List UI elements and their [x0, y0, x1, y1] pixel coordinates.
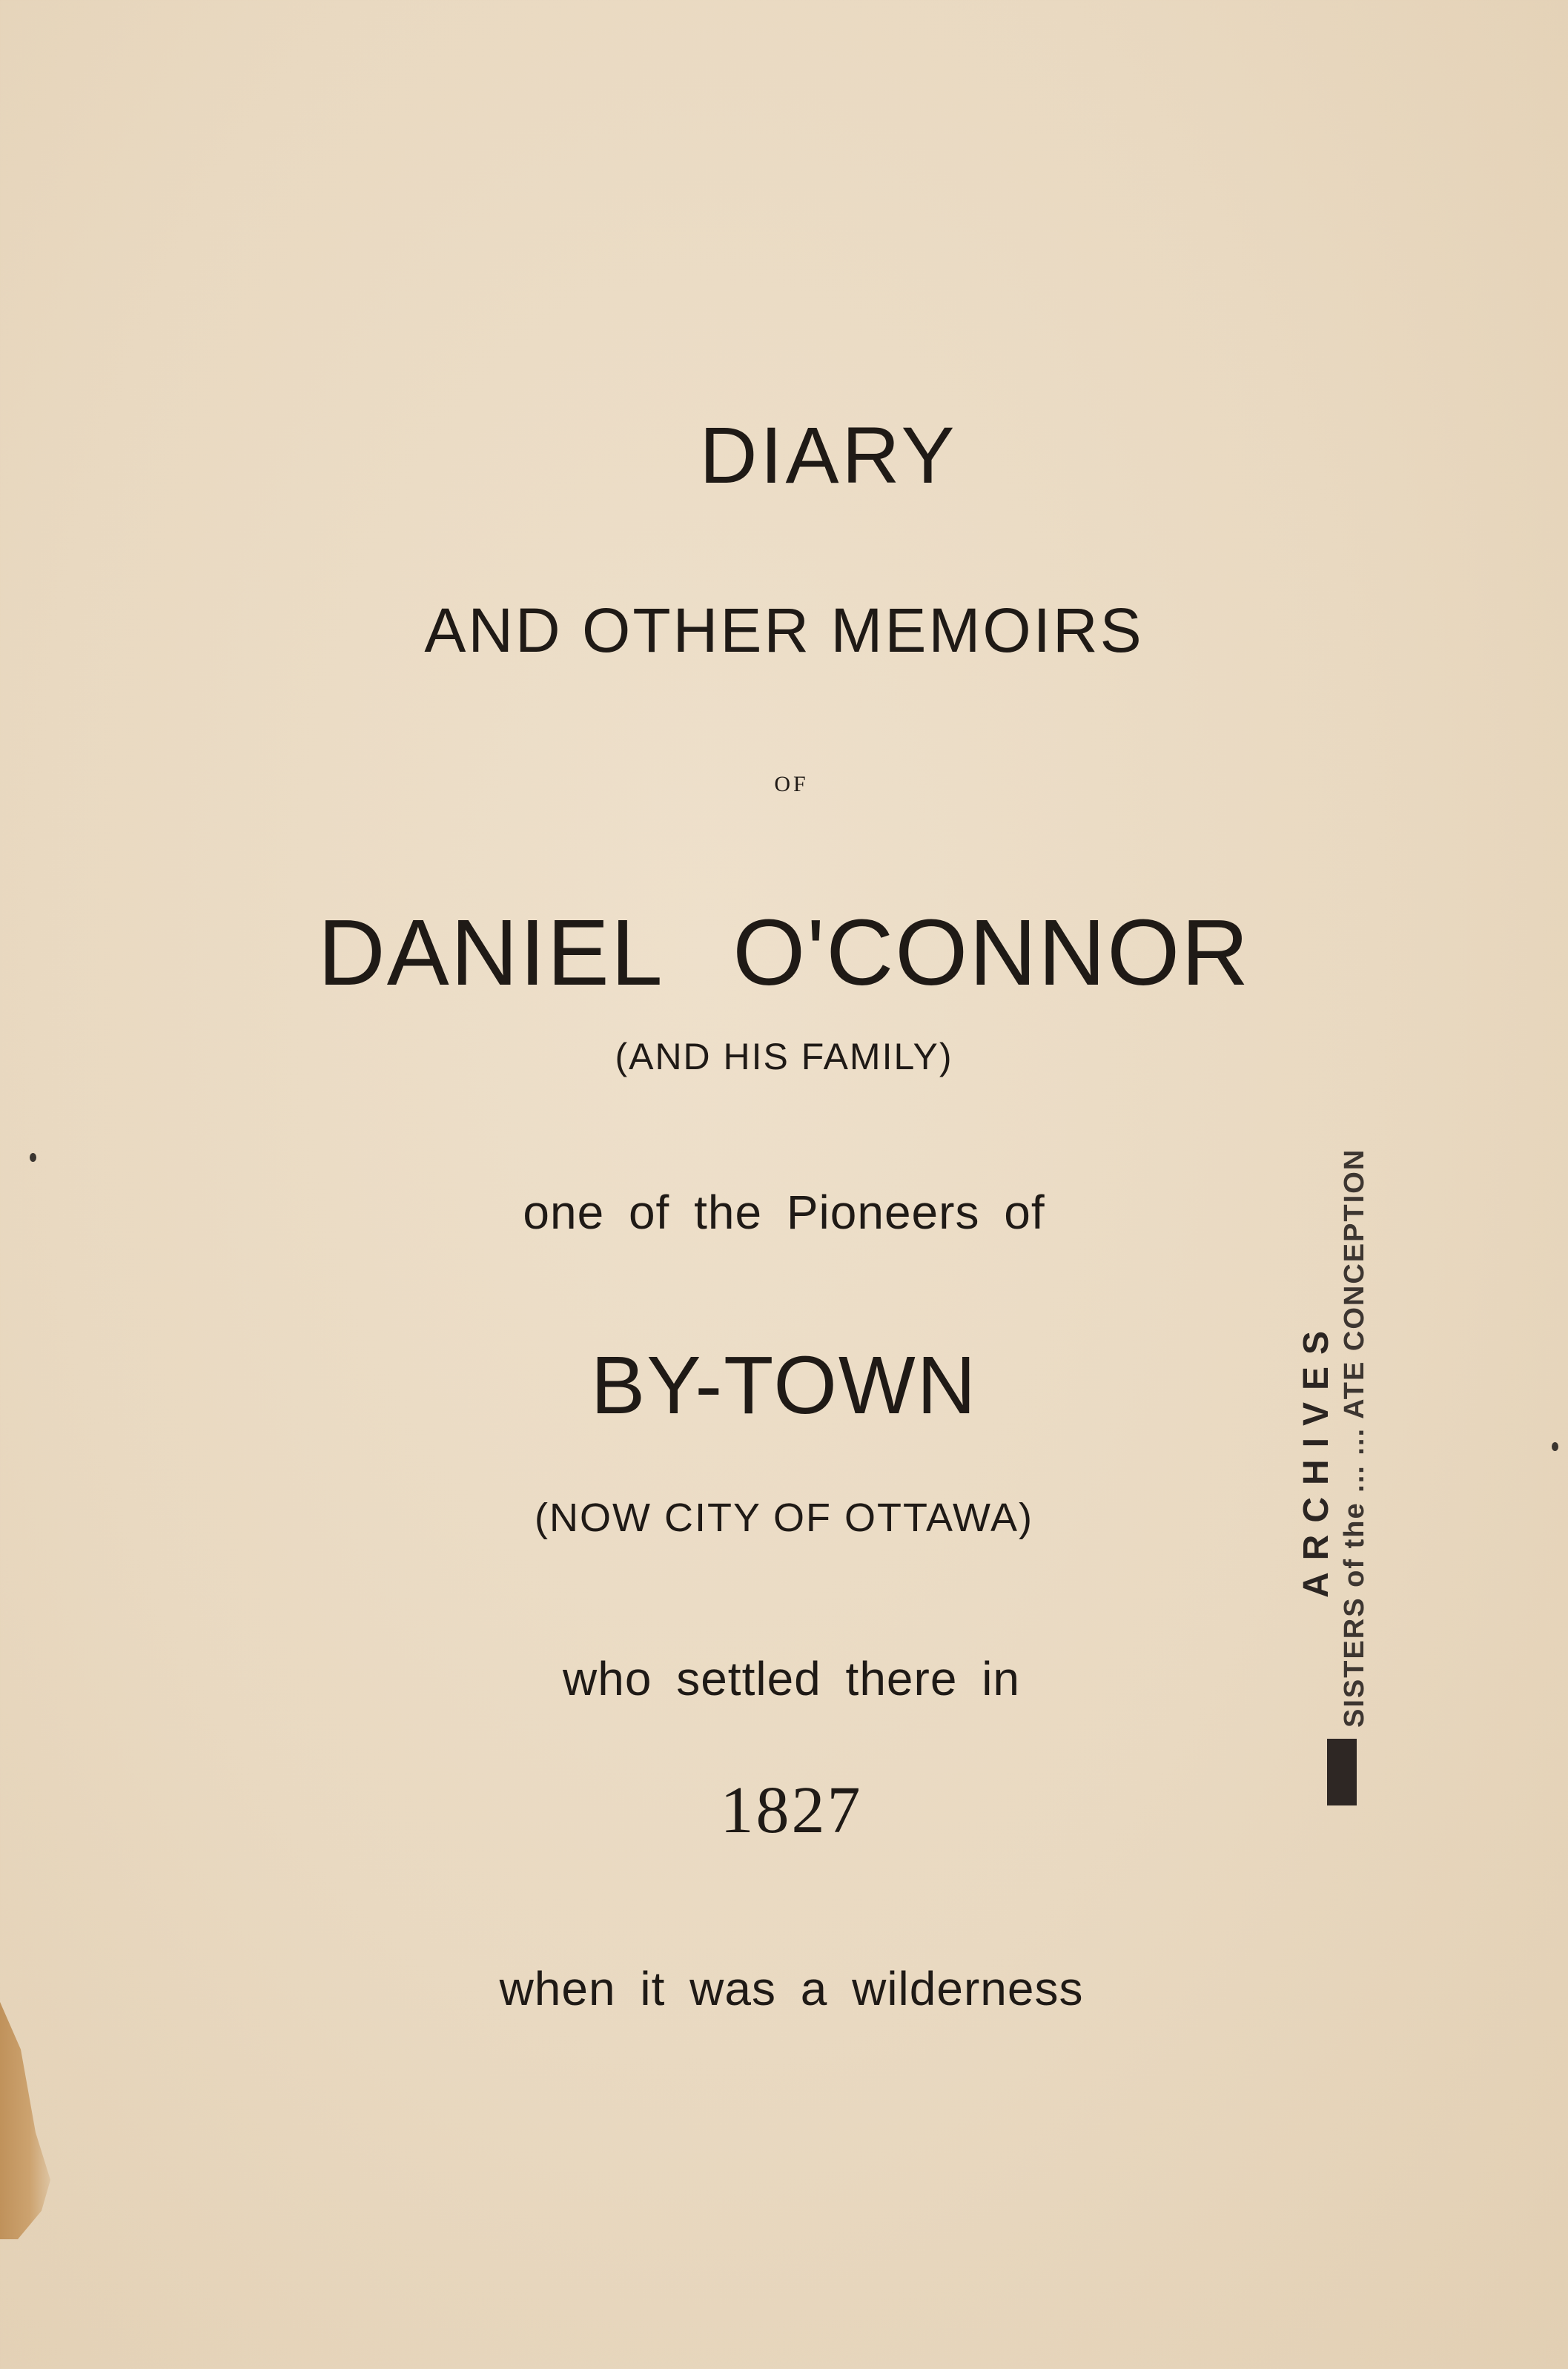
ink-speck [30, 1153, 36, 1162]
document-title: DIARY [699, 410, 958, 500]
ink-speck [1552, 1442, 1558, 1451]
sisters-stamp: SISTERS of the ... ... ATE CONCEPTION [1339, 1148, 1370, 1728]
document-subtitle: AND OTHER MEMOIRS [424, 595, 1144, 665]
city-note: (NOW CITY OF OTTAWA) [535, 1496, 1033, 1540]
settlement-year: 1827 [720, 1774, 863, 1847]
stamp-ink-block [1327, 1739, 1357, 1805]
pioneers-line: one of the Pioneers of [523, 1186, 1045, 1239]
settled-line: who settled there in [563, 1652, 1020, 1705]
archives-stamp: ARCHIVES [1297, 1318, 1336, 1598]
of-connector: OF [774, 772, 809, 796]
place-name: BY-TOWN [590, 1340, 978, 1431]
wilderness-line: when it was a wilderness [499, 1962, 1084, 2015]
family-note: (AND HIS FAMILY) [615, 1036, 953, 1077]
author-name: DANIEL O'CONNOR [317, 900, 1251, 1005]
paper-stain [0, 2002, 59, 2239]
